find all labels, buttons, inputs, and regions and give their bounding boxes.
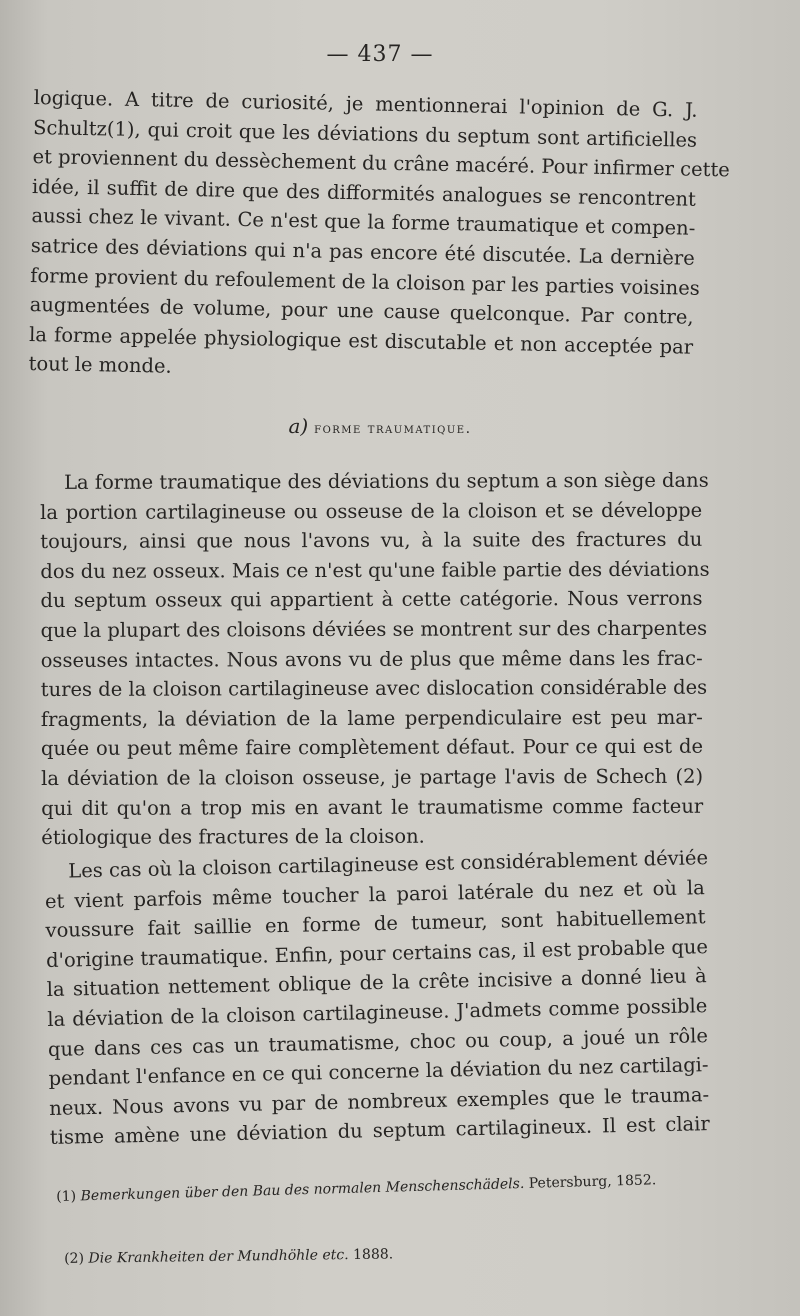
text-line: fragments, la déviation de la lame perpendiculaire est peu mar- — [40, 705, 703, 731]
text-line: tisme amène une déviation du septum cartilagineux. Il est clair — [49, 1112, 710, 1150]
text-line: que la plupart des cloisons déviées se montrent sur des charpentes — [40, 616, 708, 642]
text-line: toujours, ainsi que nous l'avons vu, à la suite des fractures du — [40, 527, 703, 554]
footnote-publication: Petersburg, 1852. — [524, 1172, 657, 1192]
paragraph-traumatic-form — [40, 466, 710, 853]
text-line: la situation nettement oblique de la crête incisive a donné lieu à — [46, 964, 707, 1002]
footnote-mark: (2) — [64, 1250, 85, 1267]
page-number: — 437 — — [326, 42, 434, 67]
text-line: pendant l'enfance en ce qui concerne la déviation du nez cartilagi- — [48, 1053, 709, 1091]
text-line: aussi chez le vivant. Ce n'est que la forme traumatique et compen- — [31, 204, 696, 241]
text-line: augmentées de volume, pour une cause quelconque. Par contre, — [29, 293, 694, 329]
text-line: que dans ces cas un traumatisme, choc ou coup, a joué un rôle — [47, 1023, 709, 1061]
footnote-2 — [64, 1241, 564, 1270]
text-line: étiologique des fractures de la cloison. — [41, 824, 425, 850]
text-line: d'origine traumatique. Enfin, pour certains cas, il est probable que — [45, 934, 709, 972]
text-line: forme provient du refoulement de la cloison par les parties voisines — [30, 263, 701, 300]
text-line: et proviennent du dessèchement du crâne macéré. Pour infirmer cette — [32, 145, 731, 182]
text-line: qui dit qu'on a trop mis en avant le traumatisme comme facteur — [41, 794, 704, 820]
text-line: tout le monde. — [28, 352, 172, 379]
text-line: satrice des déviations qui n'a pas encore été discutée. La dernière — [30, 233, 695, 270]
paragraph-cartilaginous-deviation — [44, 843, 710, 1153]
text-line: dos du nez osseux. Mais ce n'est qu'une faible partie des déviations — [40, 557, 710, 583]
text-line: La forme traumatique des déviations du septum a son siège dans — [64, 468, 709, 494]
section-letter: a) — [288, 414, 309, 438]
text-line: la forme appelée physiologique est discutable et non acceptée par — [28, 322, 694, 359]
text-line: et vient parfois même toucher la paroi latérale du nez et où la — [44, 875, 706, 913]
text-line: Schultz(1), qui croit que les déviations du septum sont artificielles — [32, 115, 698, 152]
text-line: idée, il suffit de dire que des difformités analogues se rencontrent — [31, 174, 697, 211]
text-line: logique. A titre de curiosité, je mentionnerai l'opinion de G. J. — [33, 85, 698, 122]
footnote-title: Die Krankheiten der Mundhöhle etc. — [88, 1247, 349, 1267]
section-title: forme traumatique. — [314, 421, 472, 437]
text-line: la portion cartilagineuse ou osseuse de la cloison et se développe — [40, 498, 703, 524]
text-line: voussure fait saillie en forme de tumeur, sont habituellement — [45, 905, 706, 943]
text-line: tures de la cloison cartilagineuse avec dislocation considérable des — [40, 675, 708, 702]
text-line: du septum osseux qui appartient à cette catégorie. Nous verrons — [40, 587, 703, 613]
intro-paragraph — [28, 83, 731, 392]
text-line: la déviation de la cloison osseuse, je partage l'avis de Schech (2) — [41, 764, 704, 790]
footnote-title: Bemerkungen über den Bau des normalen Menschenschädels. — [80, 1175, 525, 1205]
footnote-mark: (1) — [56, 1188, 77, 1205]
text-line: neux. Nous avons vu par de nombreux exemples que le trauma- — [49, 1082, 710, 1120]
footnote-publication: 1888. — [348, 1246, 394, 1264]
section-heading — [0, 414, 760, 438]
text-line: la déviation de la cloison cartilagineuse. J'admets comme possible — [47, 994, 708, 1031]
text-line: quée ou peut même faire complètement défaut. Pour ce qui est de — [40, 735, 704, 761]
text-line: osseuses intactes. Nous avons vu de plus que même dans les frac- — [40, 646, 703, 672]
footnote-1 — [56, 1168, 696, 1208]
text-line: Les cas où la cloison cartilagineuse est considérablement déviée — [68, 846, 709, 883]
